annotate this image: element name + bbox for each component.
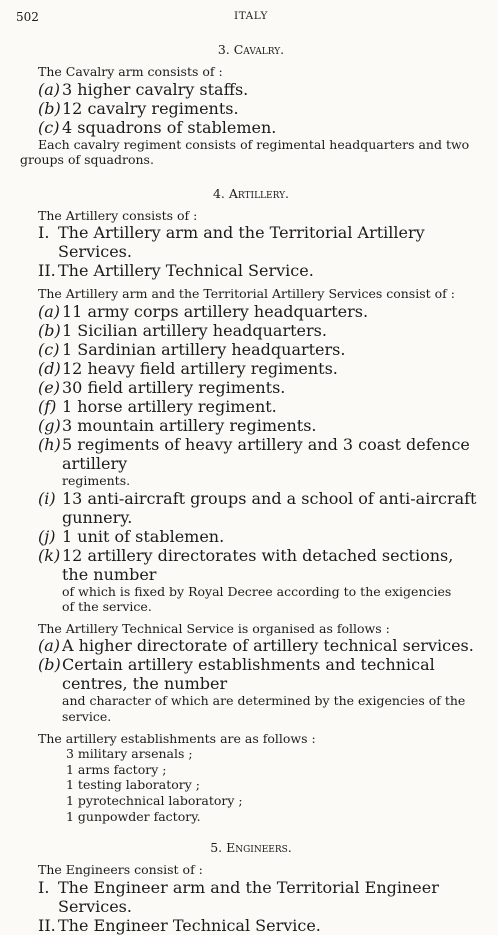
item-label: I. [38,223,50,243]
page-header [16,8,482,28]
item-label: (a) [38,79,61,99]
item-label: (b) [38,98,61,118]
list-item [20,302,482,321]
item-text: The Engineer Technical Service. [58,915,321,935]
item-text: 1 horse artillery regiment. [62,396,277,416]
item-continuation: service. [62,708,112,724]
item-text: 4 squadrons of stablemen. [62,117,277,137]
list-item [20,99,482,118]
item-label: (b) [38,655,61,675]
item-label: (f) [38,396,57,416]
item-text: 13 anti-aircraft groups and a school of anti-aircraft gunnery. [62,488,477,527]
item-label: II. [38,261,56,281]
item-continuation: of which is fixed by Royal Decree according to the exigencies [62,583,452,599]
list-item [20,378,482,397]
item-text: 1 Sicilian artillery headquarters. [62,320,327,340]
item-label: (a) [38,301,61,321]
item-text: The Artillery Technical Service. [58,261,314,281]
establishments-intro: The artillery establishments are as follows : [38,730,316,746]
item-text: 11 army corps artillery headquarters. [62,301,369,321]
roman-item [20,878,482,916]
item-label: I. [38,877,50,897]
technical-service-intro: The Artillery Technical Service is organised as follows : [38,620,390,636]
item-text: 5 regiments of heavy artillery and 3 coast defence artillery [62,434,470,473]
establishment-item: 1 gunpowder factory. [66,808,201,824]
item-text: 12 artillery directorates with detached sections, the number [62,545,454,584]
item-text: 1 unit of stablemen. [62,526,225,546]
item-text: 3 higher cavalry staffs. [62,79,249,99]
establishment-item: 1 testing laboratory ; [66,777,200,793]
item-text: The Artillery arm and the Territorial Artillery Services. [58,223,425,262]
item-label: (c) [38,339,60,359]
establishment-item: 1 arms factory ; [66,761,167,777]
item-label: (k) [38,545,61,565]
item-text: The Engineer arm and the Territorial Engineer Services. [58,877,439,916]
section-heading-cavalry: 3. Cavalry. [217,42,285,57]
item-label: (h) [38,434,61,454]
item-text: 12 heavy field artillery regiments. [62,358,338,378]
item-text: 12 cavalry regiments. [62,98,239,118]
list-item [20,416,482,435]
item-continuation: and character of which are determined by the exigencies of the [62,693,466,709]
establishment-item: 1 pyrotechnical laboratory ; [66,792,243,808]
list-item [20,655,482,693]
item-label: (g) [38,415,61,435]
item-label: (b) [38,320,61,340]
item-text: 30 field artillery regiments. [62,377,286,397]
item-text: 1 Sardinian artillery headquarters. [62,339,346,359]
list-item [20,80,482,99]
page-number: 502 [16,10,39,24]
list-item [20,321,482,340]
item-label: (a) [38,636,61,656]
item-continuation: regiments. [62,472,131,488]
establishment-item: 3 military arsenals ; [66,746,193,762]
item-label: II. [38,915,56,935]
list-item [20,527,482,546]
item-label: (j) [38,526,56,546]
list-item [20,546,482,584]
list-item [20,340,482,359]
artillery-intro: The Artillery consists of : [38,207,198,223]
paragraph-line: Each cavalry regiment consists of regimental headquarters and two [38,136,470,152]
section-heading-artillery: 4. Artillery. [212,185,290,201]
list-item [20,489,482,527]
list-item [20,397,482,416]
roman-item [20,223,482,261]
item-text: Certain artillery establishments and technical centres, the number [62,655,435,694]
list-item [20,636,482,655]
artillery-intro-2: The Artillery arm and the Territorial Artillery Services consist of : [38,286,455,302]
paragraph-line: groups of squadrons. [20,152,154,168]
item-label: (c) [38,117,60,137]
item-label: (d) [38,358,61,378]
roman-item [20,916,482,935]
list-item [20,359,482,378]
list-item [20,435,482,473]
roman-item [20,261,482,280]
running-title: ITALY [234,10,268,22]
item-label: (e) [38,377,60,397]
cavalry-intro: The Cavalry arm consists of : [38,64,223,79]
item-text: A higher directorate of artillery technical services. [62,636,474,656]
list-item [20,118,482,137]
section-heading-engineers: 5. Engineers. [210,840,292,856]
item-continuation: of the service. [62,599,152,615]
engineers-intro: The Engineers consist of : [38,862,203,878]
item-label: (i) [38,488,56,508]
item-text: 3 mountain artillery regiments. [62,415,317,435]
